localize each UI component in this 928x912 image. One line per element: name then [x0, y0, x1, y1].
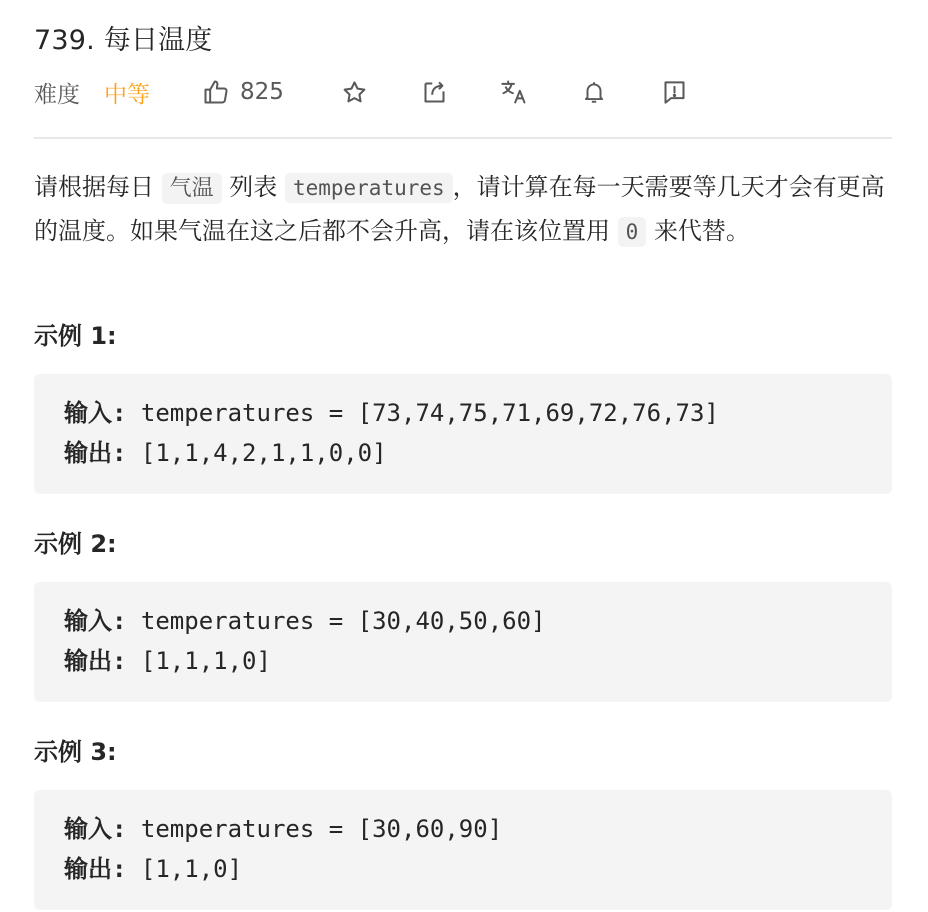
bell-icon [581, 79, 607, 105]
input-label: 输入: [64, 815, 127, 843]
desc-text: 列表 [229, 173, 278, 201]
output-label: 输出: [64, 439, 127, 467]
example-input: temperatures = [30,40,50,60] [140, 607, 546, 635]
inline-code: temperatures [285, 173, 453, 203]
feedback-button[interactable] [654, 72, 694, 112]
example-output: [1,1,4,2,1,1,0,0] [140, 439, 387, 467]
like-button[interactable] [202, 72, 284, 112]
example-input: temperatures = [73,74,75,71,69,72,76,73] [140, 399, 719, 427]
example-input-line [64, 601, 862, 641]
output-label: 输出: [64, 855, 127, 883]
like-count: 825 [240, 79, 284, 105]
divider [34, 137, 892, 139]
example-block [34, 582, 892, 702]
problem-title: 739. 每日温度 [34, 25, 213, 56]
example-block [34, 374, 892, 494]
feedback-icon [661, 79, 688, 106]
inline-code: 0 [618, 217, 647, 247]
example-output: [1,1,0] [140, 855, 243, 883]
input-label: 输入: [64, 607, 127, 635]
inline-code: 气温 [162, 173, 222, 204]
subscribe-button[interactable] [574, 72, 614, 112]
example-block [34, 790, 892, 910]
example-output-line [64, 433, 862, 473]
example-output-line [64, 849, 862, 889]
problem-meta-bar [34, 72, 894, 112]
difficulty-badge: 中等 [104, 81, 150, 108]
desc-text: ，请计算在每一天需要等几天才会有更高的温度。如果气温在这之后都不会升高，请在该位置用 [34, 173, 885, 245]
desc-text: 请根据每日 [34, 173, 154, 201]
translate-icon [500, 78, 528, 106]
example-output-line [64, 641, 862, 681]
star-icon [341, 79, 368, 106]
share-icon [421, 79, 448, 106]
problem-description [34, 166, 892, 253]
thumbs-up-icon [202, 78, 230, 106]
translate-button[interactable] [494, 72, 534, 112]
example-input: temperatures = [30,60,90] [140, 815, 503, 843]
favorite-button[interactable] [334, 72, 374, 112]
output-label: 输出: [64, 647, 127, 675]
example-title: 示例 1: [34, 322, 117, 350]
difficulty-label: 难度 [34, 81, 80, 108]
example-input-line [64, 809, 862, 849]
share-button[interactable] [414, 72, 454, 112]
example-title: 示例 3: [34, 738, 117, 766]
example-title: 示例 2: [34, 530, 117, 558]
example-output: [1,1,1,0] [140, 647, 271, 675]
input-label: 输入: [64, 399, 127, 427]
example-input-line [64, 393, 862, 433]
desc-text: 来代替。 [653, 217, 750, 245]
